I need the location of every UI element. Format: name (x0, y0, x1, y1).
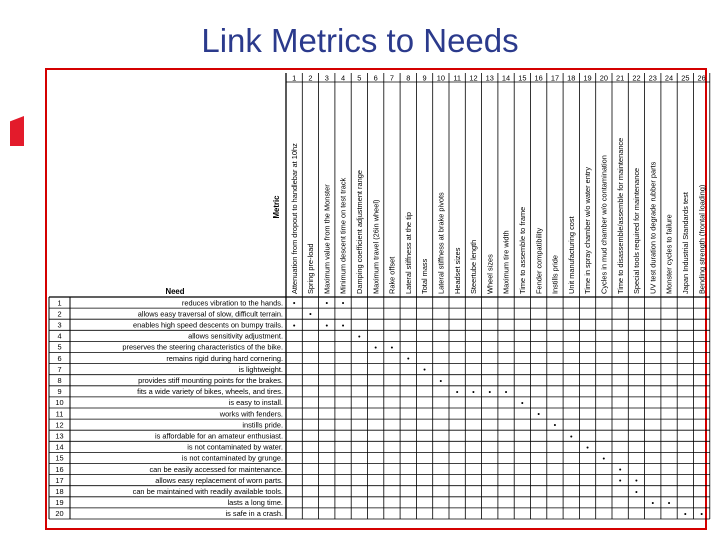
need-number: 16 (55, 464, 64, 474)
need-label: allows sensitivity adjustment. (188, 331, 283, 341)
need-number: 17 (55, 475, 64, 485)
link-mark: • (602, 454, 606, 463)
need-header: Need (165, 287, 185, 296)
link-mark: • (553, 420, 557, 430)
link-mark: • (472, 387, 475, 397)
metric-label: Maximum value from the Monster (322, 184, 332, 294)
link-mark: • (618, 476, 622, 486)
metric-header: Metric (272, 195, 281, 219)
need-label: can be easily accessed for maintenance. (149, 464, 283, 474)
need-label: reduces vibration to the hands. (181, 298, 283, 308)
metric-number: 23 (648, 73, 657, 83)
link-mark: • (700, 509, 703, 519)
need-number: 12 (55, 420, 64, 430)
link-mark: • (635, 476, 638, 486)
metric-label: Time in spray chamber w/o water entry (583, 166, 593, 294)
metric-number: 11 (453, 73, 461, 83)
need-label: is affordable for an amateur enthusiast. (154, 431, 283, 441)
need-label: can be maintained with readily available tools. (132, 487, 283, 496)
metric-number: 18 (567, 73, 576, 83)
metric-number: 25 (681, 73, 690, 83)
need-number: 2 (57, 309, 62, 319)
metric-number: 1 (292, 73, 297, 83)
metric-label: Cycles in mud chamber w/o contamination (599, 155, 609, 294)
need-label: is safe in a crash. (225, 509, 283, 519)
need-label: instills pride. (242, 420, 283, 430)
link-mark: • (292, 320, 296, 330)
need-number: 1 (57, 298, 62, 308)
link-mark: • (521, 398, 524, 408)
metric-label: Time to disassemble/assemble for maintenance (615, 137, 625, 294)
metric-number: 26 (697, 73, 706, 83)
need-label: is not contaminated by water. (187, 442, 283, 452)
need-label: is lightweight. (238, 364, 283, 374)
link-mark: • (341, 320, 345, 330)
metric-label: Time to assemble to frame (517, 206, 527, 294)
need-number: 6 (57, 353, 62, 363)
metric-number: 20 (599, 73, 608, 83)
link-mark: • (618, 465, 622, 475)
link-mark: • (684, 509, 687, 519)
metric-number: 19 (583, 73, 592, 83)
metric-label: UV test duration to degrade rubber parts (648, 161, 658, 294)
need-number: 9 (57, 387, 62, 397)
link-mark: • (667, 498, 671, 508)
metric-number: 2 (308, 73, 313, 83)
metric-number: 4 (340, 73, 346, 83)
link-mark: • (586, 442, 589, 452)
metric-label: Japan Industrial Standards test (680, 192, 690, 294)
metric-number: 21 (616, 73, 625, 83)
need-label: provides stiff mounting points for the brakes. (138, 376, 283, 385)
metric-number: 17 (550, 73, 560, 83)
need-label: enables high speed descents on bumpy trails. (133, 320, 283, 330)
metric-number: 5 (357, 73, 362, 83)
metric-label: Instills pride (550, 254, 560, 294)
link-mark: • (569, 431, 573, 441)
metric-label: Special tools required for maintenance (632, 167, 642, 294)
metric-label: Lateral stiffness at brake pivots (436, 192, 446, 294)
link-mark: • (504, 387, 508, 397)
need-number: 5 (57, 342, 62, 352)
metric-number: 6 (373, 73, 378, 83)
link-mark: • (325, 298, 329, 308)
need-number: 15 (55, 453, 64, 463)
need-number: 11 (55, 409, 64, 419)
need-label: preserves the steering characteristics of the bike. (122, 342, 283, 352)
link-mark: • (651, 498, 655, 508)
link-mark: • (488, 387, 492, 397)
link-mark: • (292, 298, 296, 308)
matrix-text (55, 74, 706, 519)
metric-label: Monster cycles to failure (664, 214, 674, 294)
metric-number: 15 (518, 73, 527, 83)
metric-label: Spring pre-load (306, 243, 316, 294)
metric-label: Minimum descent time on test track (338, 177, 348, 294)
metric-label: Lateral stiffness at the tip (403, 211, 413, 294)
metric-label: Maximum tire width (501, 230, 511, 294)
link-mark: • (439, 376, 443, 386)
link-mark: • (537, 409, 540, 419)
metric-label: Maximum travel (26in wheel) (371, 199, 381, 294)
need-label: allows easy traversal of slow, difficult terrain. (137, 309, 283, 319)
metric-label: Attenuation from dropout to handlebar at 10hz (289, 143, 299, 294)
metric-label: Total mass (420, 258, 430, 294)
grid-lines (49, 73, 710, 519)
metric-number: 7 (389, 73, 395, 83)
metric-label: Bending strength (frontal loading) (697, 184, 707, 294)
need-label: allows easy replacement of worn parts. (155, 475, 283, 485)
link-mark: • (358, 331, 361, 341)
link-mark: • (455, 387, 459, 397)
need-number: 19 (55, 498, 64, 508)
need-label: lasts a long time. (227, 498, 283, 508)
metric-number: 22 (632, 73, 641, 83)
metric-number: 10 (436, 73, 445, 83)
metric-label: Steertube length (469, 239, 479, 294)
link-mark: • (635, 487, 638, 497)
need-number: 10 (55, 398, 64, 408)
metric-label: Rake offset (387, 256, 397, 294)
need-number: 7 (57, 364, 62, 374)
metric-label: Wheel sizes (485, 254, 495, 294)
need-number: 4 (57, 331, 62, 341)
link-mark: • (374, 343, 377, 352)
metric-label: Headset sizes (452, 247, 462, 294)
need-label: works with fenders. (219, 409, 283, 419)
need-number: 8 (57, 376, 62, 385)
metric-label: Unit manufacturing cost (566, 216, 576, 294)
metric-number: 8 (406, 73, 411, 83)
need-label: is not contaminated by grunge. (181, 453, 283, 463)
slide-title: Link Metrics to Needs (201, 22, 519, 59)
metric-number: 12 (469, 73, 478, 83)
need-label: remains rigid during hard cornering. (166, 353, 283, 363)
need-number: 3 (57, 320, 62, 330)
metric-label: Fender compatibility (534, 227, 544, 294)
metric-number: 14 (501, 73, 511, 83)
metric-number: 16 (534, 73, 543, 83)
link-mark: • (390, 343, 394, 352)
need-label: is easy to install. (228, 398, 283, 408)
link-mark: • (309, 309, 312, 319)
need-number: 20 (55, 509, 64, 519)
need-number: 13 (55, 431, 64, 441)
metric-number: 9 (422, 73, 427, 83)
metric-number: 13 (485, 73, 494, 83)
metric-number: 3 (324, 73, 329, 83)
link-mark: • (423, 365, 426, 375)
need-number: 14 (55, 442, 64, 452)
need-label: fits a wide variety of bikes, wheels, and tires. (137, 387, 283, 397)
link-mark: • (406, 354, 410, 364)
metric-label: Damping coefficient adjustment range (354, 170, 364, 294)
link-mark: • (325, 320, 329, 330)
link-mark: • (341, 298, 345, 308)
metric-number: 24 (664, 73, 674, 83)
need-number: 18 (55, 487, 64, 496)
